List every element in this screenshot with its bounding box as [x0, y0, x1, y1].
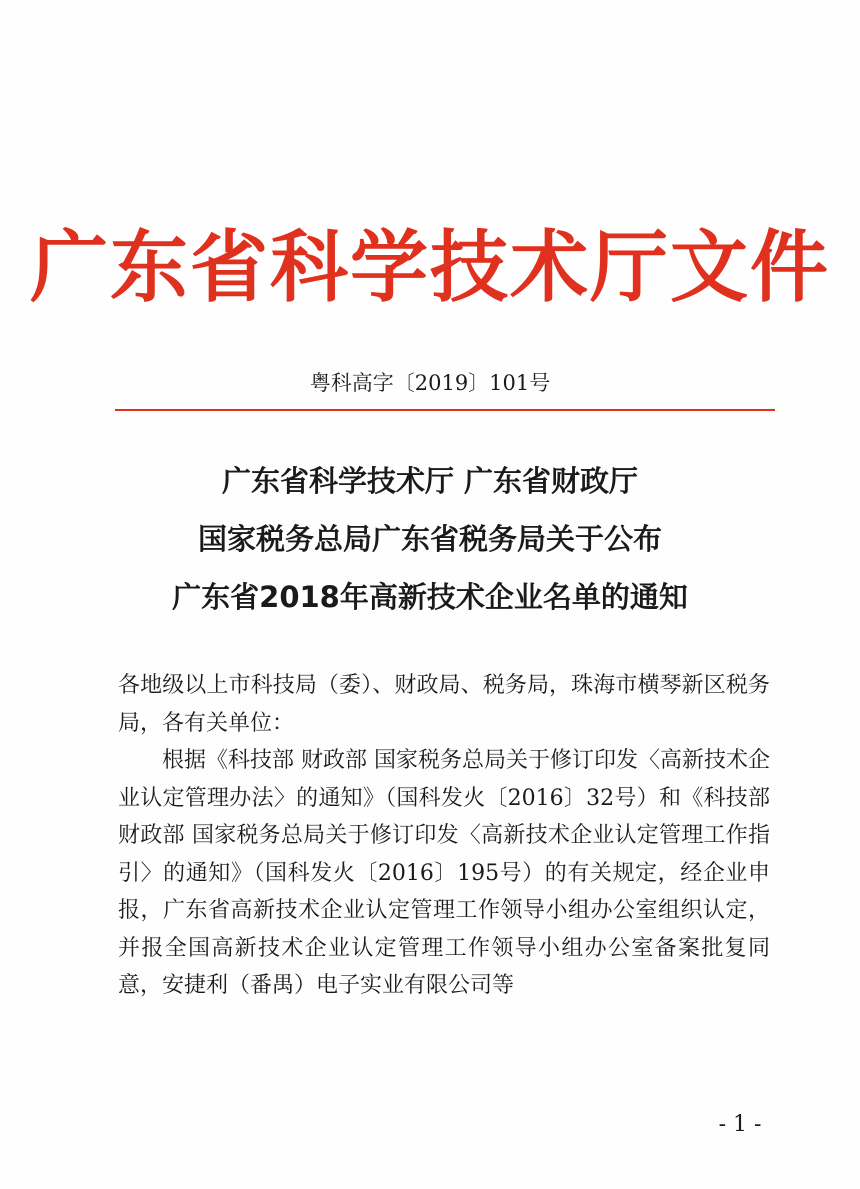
- notice-title: [0, 452, 860, 626]
- body-paragraph-1: 根据《科技部 财政部 国家税务总局关于修订印发〈高新技术企业认定管理办法〉的通知》（国科发火〔2016〕32号）和《科技部 财政部 国家税务总局关于修订印发〈高新技术企业认定管理工作指引〉的通知》（国科发火〔2016〕195号）的有关规定，经企业申报，广东省高新技术企业认定管理工作领导小组办公室组织认定，并报全国高新技术企业认定管理工作领导小组办公室备案批复同意，安捷利（番禺）电子实业有限公司等: [118, 748, 770, 998]
- red-divider-line: [115, 409, 775, 411]
- notice-title-line-2: 国家税务总局广东省税务局关于公布: [197, 522, 662, 556]
- document-header-title: 广东省科学技术厅文件: [29, 222, 830, 313]
- document-number: 粤科高字〔2019〕101号: [309, 371, 551, 395]
- notice-body: [118, 667, 770, 1005]
- salutation: 各地级以上市科技局（委）、财政局、税务局，珠海市横琴新区税务局，各有关单位：: [118, 673, 770, 736]
- notice-title-line-1: 广东省科学技术厅 广东省财政厅: [221, 464, 639, 498]
- notice-title-line-3: 广东省2018年高新技术企业名单的通知: [172, 580, 688, 614]
- page-number: - 1 -: [718, 1112, 762, 1137]
